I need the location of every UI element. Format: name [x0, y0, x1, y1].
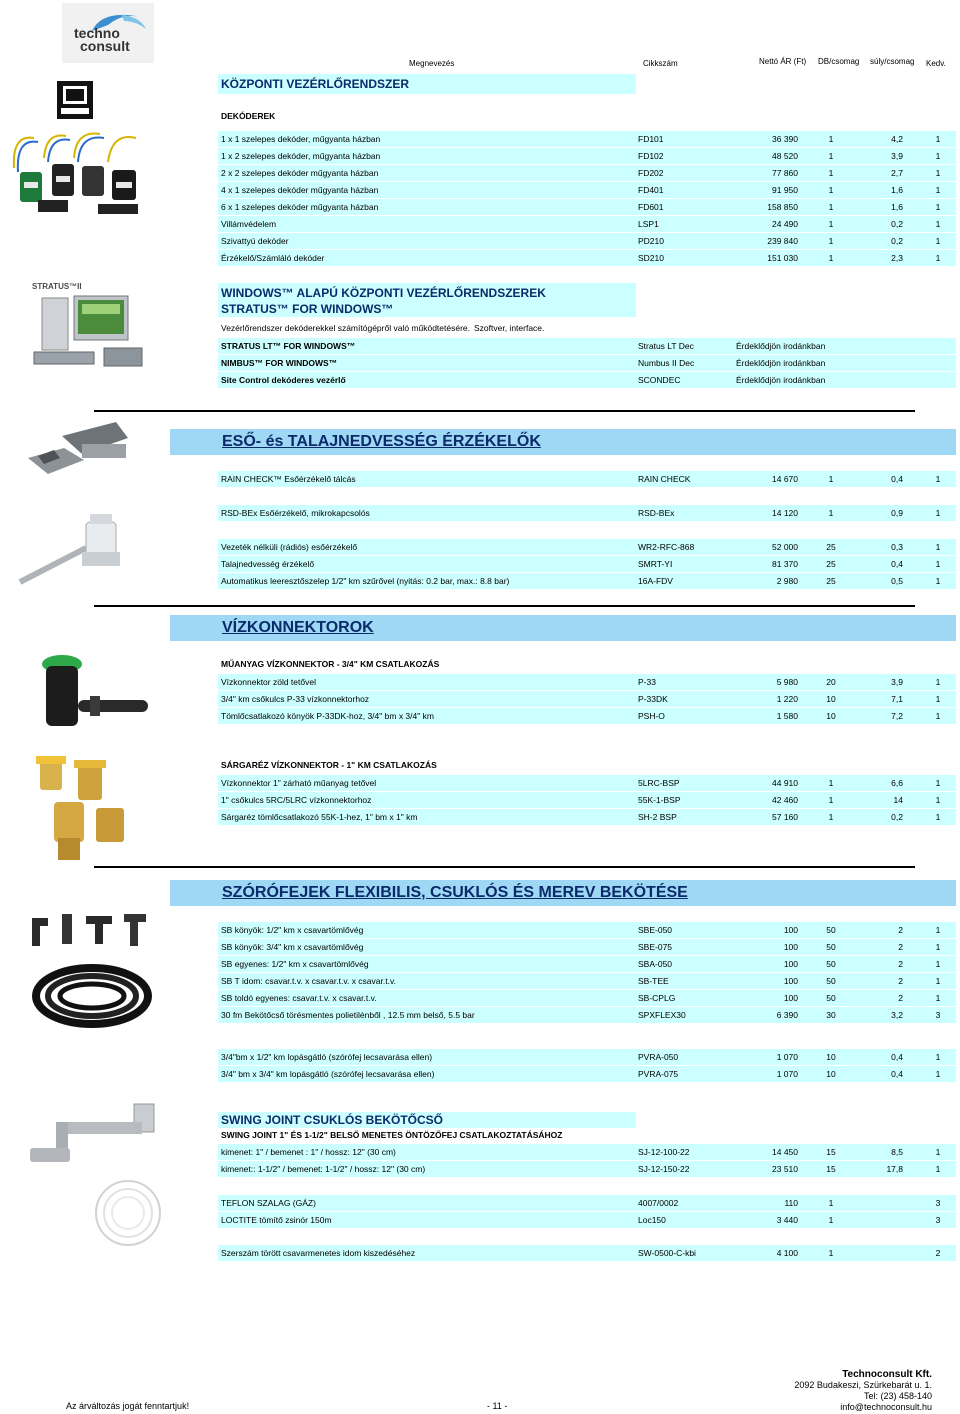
item-code: FD202 — [638, 168, 664, 178]
item-kedv: 3 — [935, 1215, 941, 1225]
item-db: 1 — [828, 219, 834, 229]
item-weight: 2 — [898, 942, 903, 952]
item-db: 50 — [826, 925, 836, 935]
item-info: Érdeklődjön irodánkban — [736, 341, 826, 351]
item-kedv: 1 — [935, 236, 941, 246]
table-row — [218, 922, 956, 938]
item-kedv: 1 — [935, 542, 941, 552]
item-db: 50 — [826, 993, 836, 1003]
table-row — [218, 505, 956, 521]
swing-joint-image — [26, 1100, 158, 1170]
item-db: 1 — [828, 185, 834, 195]
item-weight: 3,9 — [891, 151, 903, 161]
table-row — [218, 809, 956, 825]
description-row — [218, 320, 956, 336]
section-title-water-connectors — [170, 615, 956, 641]
table-row — [218, 1066, 956, 1082]
table-row — [218, 1195, 956, 1211]
item-code: SCONDEC — [638, 375, 681, 385]
footer-disclaimer: Az árváltozás jogát fenntartjuk! — [66, 1401, 190, 1411]
item-weight: 2,7 — [891, 168, 903, 178]
item-price: 36 390 — [772, 134, 798, 144]
item-name: SB könyök: 1/2" km x csavartömlővég — [221, 925, 364, 935]
item-price: 52 000 — [772, 542, 798, 552]
table-row — [218, 573, 956, 589]
footer-tel: Tel: (23) 458-140 — [863, 1391, 932, 1401]
item-price: 100 — [783, 925, 798, 935]
section-title-central-control: KÖZPONTI VEZÉRLŐRENDSZER — [218, 74, 636, 94]
subsection-plastic-connector: MŰANYAG VÍZKONNEKTOR - 3/4" KM CSATLAKOZÁS — [221, 659, 440, 669]
item-name: RAIN CHECK™ Esőérzékelő tálcás — [221, 474, 356, 484]
table-row — [218, 182, 956, 198]
item-weight: 0,4 — [891, 1069, 903, 1079]
footer-page-number: - 11 - — [487, 1401, 508, 1411]
windows-description-2: Szoftver, interface. — [474, 323, 545, 333]
item-code: SBE-050 — [638, 925, 673, 935]
item-code: P-33DK — [638, 694, 668, 704]
windows-description: Vezérlőrendszer dekóderekkel számítógépről való működtetésére. — [221, 323, 470, 333]
subsection-brass-connector: SÁRGARÉZ VÍZKONNEKTOR - 1" KM CSATLAKOZÁS — [221, 760, 437, 770]
item-code: SJ-12-100-22 — [638, 1147, 690, 1157]
item-price: 81 370 — [772, 559, 798, 569]
item-name: Vízkonnektor 1" zárható műanyag tetővel — [221, 778, 377, 788]
item-name: TEFLON SZALAG (GÁZ) — [221, 1198, 316, 1208]
table-row — [218, 556, 956, 572]
item-price: 1 220 — [776, 694, 798, 704]
stratus-label: STRATUS™II — [32, 282, 82, 291]
item-code: 16A-FDV — [638, 576, 673, 586]
item-name: Site Control dekóderes vezérlő — [221, 375, 346, 385]
table-row — [218, 792, 956, 808]
table-row — [218, 775, 956, 791]
table-row — [218, 250, 956, 266]
table-row — [218, 973, 956, 989]
table-row — [218, 539, 956, 555]
stratus-computer-image — [30, 282, 146, 370]
item-code: SMRT-YI — [638, 559, 673, 569]
item-code: SBA-050 — [638, 959, 673, 969]
item-code: P-33 — [638, 677, 656, 687]
item-kedv: 1 — [935, 474, 941, 484]
item-code: SBE-075 — [638, 942, 673, 952]
table-row — [218, 956, 956, 972]
item-weight: 14 — [893, 795, 903, 805]
section-title-rain-sensors — [170, 429, 956, 455]
item-kedv: 1 — [935, 778, 941, 788]
item-code: WR2-RFC-868 — [638, 542, 695, 552]
table-row — [218, 708, 956, 724]
item-name: Talajnedvesség érzékelő — [221, 559, 315, 569]
item-code: SD210 — [638, 253, 664, 263]
item-price: 42 460 — [772, 795, 798, 805]
table-row — [218, 990, 956, 1006]
item-name: kimenet:: 1-1/2" / bemenet: 1-1/2" / hossz: 12" (30 cm) — [221, 1164, 426, 1174]
item-weight: 0,5 — [891, 576, 903, 586]
table-row — [218, 338, 956, 354]
windows-title-line2: STRATUS™ FOR WINDOWS™ — [221, 302, 394, 316]
item-db: 1 — [828, 1215, 834, 1225]
item-code: FD102 — [638, 151, 664, 161]
item-db: 25 — [826, 576, 836, 586]
item-weight: 2 — [898, 925, 903, 935]
logo-text-consult: consult — [80, 38, 130, 54]
item-weight: 1,6 — [891, 185, 903, 195]
item-db: 1 — [828, 168, 834, 178]
item-weight: 3,2 — [891, 1010, 903, 1020]
item-price: 1 580 — [776, 711, 798, 721]
item-code: FD101 — [638, 134, 664, 144]
logo-text-techno: techno — [74, 25, 120, 41]
windows-title-line1: WINDOWS™ ALAPÚ KÖZPONTI VEZÉRLŐRENDSZEREK — [221, 286, 546, 300]
item-db: 10 — [826, 1069, 836, 1079]
item-weight: 2,3 — [891, 253, 903, 263]
item-weight: 0,2 — [891, 812, 903, 822]
item-kedv: 1 — [935, 694, 941, 704]
item-kedv: 1 — [935, 1069, 941, 1079]
item-db: 50 — [826, 959, 836, 969]
item-kedv: 1 — [935, 253, 941, 263]
section-title-swing-joint: SWING JOINT CSUKLÓS BEKÖTŐCSŐ — [218, 1112, 636, 1128]
item-kedv: 1 — [935, 1164, 941, 1174]
table-row — [218, 1212, 956, 1228]
rsd-sensor-image — [16, 512, 126, 592]
table-row — [218, 1049, 956, 1065]
item-name: Szerszám törött csavarmenetes idom kiszedéséhez — [221, 1248, 416, 1258]
footer-company-block — [794, 1369, 932, 1413]
brass-connector-image — [34, 752, 134, 864]
header-kedv: Kedv. — [926, 59, 946, 68]
item-name: SB T idom: csavar.t.v. x csavar.t.v. x csavar.t.v. — [221, 976, 396, 986]
item-kedv: 1 — [935, 812, 941, 822]
item-weight: 6,6 — [891, 778, 903, 788]
table-row — [218, 1007, 956, 1023]
item-weight: 2 — [898, 993, 903, 1003]
rain-check-image — [24, 418, 134, 480]
item-price: 44 910 — [772, 778, 798, 788]
item-kedv: 1 — [935, 202, 941, 212]
item-name: Automatikus leeresztőszelep 1/2" km szűrővel (nyitás: 0.2 bar, max.: 8.8 bar) — [221, 576, 510, 586]
subsection-decoders: DEKÓDEREK — [221, 111, 276, 121]
footer-address: 2092 Budakeszi, Szürkebarát u. 1. — [794, 1380, 932, 1390]
item-kedv: 1 — [935, 795, 941, 805]
item-db: 20 — [826, 677, 836, 687]
item-price: 77 860 — [772, 168, 798, 178]
item-name: 1 x 1 szelepes dekóder, műgyanta házban — [221, 134, 381, 144]
item-kedv: 1 — [935, 1052, 941, 1062]
item-db: 10 — [826, 1052, 836, 1062]
item-price: 100 — [783, 959, 798, 969]
table-row — [218, 216, 956, 232]
item-code: SPXFLEX30 — [638, 1010, 686, 1020]
item-name: 4 x 1 szelepes dekóder műgyanta házban — [221, 185, 379, 195]
item-price: 3 440 — [776, 1215, 798, 1225]
item-kedv: 1 — [935, 1147, 941, 1157]
table-row — [218, 674, 956, 690]
item-kedv: 1 — [935, 219, 941, 229]
table-row — [218, 372, 956, 388]
item-weight: 0,4 — [891, 559, 903, 569]
item-weight: 0,2 — [891, 219, 903, 229]
subsection-swing-joint: SWING JOINT 1" ÉS 1-1/2" BELSŐ MENETES ÖNTÖZŐFEJ CSATLAKOZTATÁSÁHOZ — [221, 1130, 563, 1140]
item-kedv: 1 — [935, 711, 941, 721]
item-db: 1 — [828, 134, 834, 144]
item-weight: 0,2 — [891, 236, 903, 246]
table-row — [218, 1245, 956, 1261]
footer-email[interactable]: info@technoconsult.hu — [840, 1402, 932, 1412]
item-code: SH-2 BSP — [638, 812, 677, 822]
item-db: 10 — [826, 711, 836, 721]
item-kedv: 1 — [935, 576, 941, 586]
header-price: Nettó ÁR (Ft) — [759, 57, 807, 66]
item-weight: 4,2 — [891, 134, 903, 144]
item-name: Villámvédelem — [221, 219, 277, 229]
footer-company: Technoconsult Kft. — [842, 1369, 932, 1380]
table-row — [218, 165, 956, 181]
item-price: 5 980 — [776, 677, 798, 687]
item-name: 3/4"bm x 1/2" km lopásgátló (szórófej lecsavarása ellen) — [221, 1052, 433, 1062]
item-name: Tömlőcsatlakozó könyök P-33DK-hoz, 3/4" bm x 3/4" km — [221, 711, 434, 721]
item-kedv: 1 — [935, 508, 941, 518]
section-title-sprinkler-connections — [170, 880, 956, 906]
item-db: 1 — [828, 253, 834, 263]
computer-icon — [56, 80, 94, 120]
table-row — [218, 148, 956, 164]
item-price: 158 850 — [767, 202, 798, 212]
item-price: 57 160 — [772, 812, 798, 822]
item-name: 1 x 2 szelepes dekóder, műgyanta házban — [221, 151, 381, 161]
item-db: 1 — [828, 151, 834, 161]
table-row — [218, 199, 956, 215]
divider-line — [94, 410, 915, 412]
item-name: RSD-BEx Esőérzékelő, mikrokapcsolós — [221, 508, 370, 518]
item-name: 30 fm Bekötőcső törésmentes polietilénből , 12.5 mm belső, 5.5 bar — [221, 1010, 475, 1020]
item-code: SJ-12-150-22 — [638, 1164, 690, 1174]
water-connectors-title: VÍZKONNEKTOROK — [222, 619, 374, 636]
item-name: 3/4" km csőkulcs P-33 vízkonnektorhoz — [221, 694, 370, 704]
item-weight: 7,2 — [891, 711, 903, 721]
item-db: 1 — [828, 474, 834, 484]
item-db: 30 — [826, 1010, 836, 1020]
header-db: DB/csomag — [818, 57, 860, 66]
item-price: 14 670 — [772, 474, 798, 484]
item-name: kimenet: 1" / bemenet : 1" / hossz: 12" (30 cm) — [221, 1147, 396, 1157]
item-db: 1 — [828, 1248, 834, 1258]
item-price: 14 450 — [772, 1147, 798, 1157]
item-code: 4007/0002 — [638, 1198, 679, 1208]
item-kedv: 1 — [935, 559, 941, 569]
table-row — [218, 1161, 956, 1177]
item-code: SB-TEE — [638, 976, 669, 986]
item-db: 50 — [826, 942, 836, 952]
item-weight: 8,5 — [891, 1147, 903, 1157]
item-code: PVRA-050 — [638, 1052, 679, 1062]
item-price: 2 980 — [776, 576, 798, 586]
plastic-connector-image — [36, 654, 156, 744]
item-kedv: 1 — [935, 959, 941, 969]
table-row — [218, 233, 956, 249]
item-db: 25 — [826, 542, 836, 552]
item-name: SB könyök: 3/4" km x csavartömlővég — [221, 942, 364, 952]
company-logo — [62, 3, 154, 63]
sb-fittings-image — [28, 910, 158, 950]
item-weight: 0,9 — [891, 508, 903, 518]
item-price: 100 — [783, 942, 798, 952]
header-name: Megnevezés — [409, 59, 455, 68]
item-kedv: 1 — [935, 942, 941, 952]
item-weight: 1,6 — [891, 202, 903, 212]
item-kedv: 1 — [935, 677, 941, 687]
item-code: SW-0500-C-kbi — [638, 1248, 696, 1258]
item-db: 50 — [826, 976, 836, 986]
sprinkler-connections-title: SZÓRÓFEJEK FLEXIBILIS, CSUKLÓS ÉS MEREV BEKÖTÉSE — [222, 884, 688, 901]
item-kedv: 3 — [935, 1198, 941, 1208]
header-code: Cikkszám — [643, 59, 678, 68]
item-code: 55K-1-BSP — [638, 795, 681, 805]
item-kedv: 1 — [935, 925, 941, 935]
divider-line — [94, 605, 915, 607]
item-code: Numbus II Dec — [638, 358, 695, 368]
flex-pipe-image — [28, 960, 158, 1034]
item-code: FD601 — [638, 202, 664, 212]
item-code: FD401 — [638, 185, 664, 195]
header-weight: súly/csomag — [870, 57, 915, 66]
item-db: 1 — [828, 202, 834, 212]
item-name: SB egyenes: 1/2" km x csavartömlővég — [221, 959, 369, 969]
item-weight: 7,1 — [891, 694, 903, 704]
item-db: 1 — [828, 778, 834, 788]
item-name: STRATUS LT™ FOR WINDOWS™ — [221, 341, 356, 351]
item-kedv: 1 — [935, 151, 941, 161]
item-price: 4 100 — [776, 1248, 798, 1258]
item-price: 23 510 — [772, 1164, 798, 1174]
table-row — [218, 939, 956, 955]
item-info: Érdeklődjön irodánkban — [736, 358, 826, 368]
table-row — [218, 355, 956, 371]
item-db: 25 — [826, 559, 836, 569]
item-price: 151 030 — [767, 253, 798, 263]
item-kedv: 1 — [935, 185, 941, 195]
item-code: PSH-O — [638, 711, 665, 721]
item-kedv: 2 — [935, 1248, 941, 1258]
item-code: Loc150 — [638, 1215, 666, 1225]
item-code: SB-CPLG — [638, 993, 676, 1003]
item-name: SB toldó egyenes: csavar.t.v. x csavar.t.v. — [221, 993, 377, 1003]
item-weight: 0,3 — [891, 542, 903, 552]
item-price: 48 520 — [772, 151, 798, 161]
table-row — [218, 1144, 956, 1160]
table-row — [218, 471, 956, 487]
item-db: 15 — [826, 1147, 836, 1157]
item-code: RAIN CHECK — [638, 474, 691, 484]
item-price: 14 120 — [772, 508, 798, 518]
item-weight: 2 — [898, 976, 903, 986]
item-weight: 3,9 — [891, 677, 903, 687]
teflon-tape-image — [90, 1178, 166, 1248]
divider-line — [94, 866, 915, 868]
item-name: Vezeték nélküli (rádiós) esőérzékelő — [221, 542, 358, 552]
item-name: LOCTITE tömítő zsinór 150m — [221, 1215, 332, 1225]
item-name: Sárgaréz tömlőcsatlakozó 55K-1-hez, 1" bm x 1" km — [221, 812, 418, 822]
section-title-windows-systems — [218, 283, 636, 317]
item-price: 24 490 — [772, 219, 798, 229]
item-price: 6 390 — [776, 1010, 798, 1020]
table-row — [218, 691, 956, 707]
item-code: Stratus LT Dec — [638, 341, 694, 351]
item-name: 2 x 2 szelepes dekóder műgyanta házban — [221, 168, 379, 178]
item-name: Szivattyú dekóder — [221, 236, 289, 246]
item-code: 5LRC-BSP — [638, 778, 680, 788]
item-code: PVRA-075 — [638, 1069, 679, 1079]
decoders-image — [8, 128, 158, 218]
item-db: 1 — [828, 508, 834, 518]
item-db: 1 — [828, 236, 834, 246]
item-db: 1 — [828, 812, 834, 822]
item-code: PD210 — [638, 236, 664, 246]
item-kedv: 1 — [935, 993, 941, 1003]
item-info: Érdeklődjön irodánkban — [736, 375, 826, 385]
item-price: 1 070 — [776, 1052, 798, 1062]
item-weight: 0,4 — [891, 474, 903, 484]
item-name: Vízkonnektor zöld tetővel — [221, 677, 316, 687]
item-db: 10 — [826, 694, 836, 704]
item-price: 1 070 — [776, 1069, 798, 1079]
rain-sensors-title: ESŐ- és TALAJNEDVESSÉG ÉRZÉKELŐK — [222, 433, 541, 450]
table-row — [218, 131, 956, 147]
item-db: 15 — [826, 1164, 836, 1174]
item-weight: 17,8 — [886, 1164, 903, 1174]
item-db: 1 — [828, 1198, 834, 1208]
item-code: LSP1 — [638, 219, 659, 229]
item-name: 6 x 1 szelepes dekóder műgyanta házban — [221, 202, 379, 212]
item-price: 100 — [783, 976, 798, 986]
item-name: Érzékelő/Számláló dekóder — [221, 253, 325, 263]
item-price: 110 — [784, 1198, 798, 1208]
item-price: 100 — [783, 993, 798, 1003]
item-price: 239 840 — [767, 236, 798, 246]
item-price: 91 950 — [772, 185, 798, 195]
item-name: 3/4" bm x 3/4" km lopásgátló (szórófej lecsavarása ellen) — [221, 1069, 435, 1079]
item-kedv: 3 — [935, 1010, 941, 1020]
item-weight: 2 — [898, 959, 903, 969]
item-name: 1" csőkulcs 5RC/5LRC vízkonnektorhoz — [221, 795, 372, 805]
item-kedv: 1 — [935, 976, 941, 986]
item-db: 1 — [828, 795, 834, 805]
item-weight: 0,4 — [891, 1052, 903, 1062]
item-name: NIMBUS™ FOR WINDOWS™ — [221, 358, 338, 368]
item-kedv: 1 — [935, 134, 941, 144]
item-kedv: 1 — [935, 168, 941, 178]
item-code: RSD-BEx — [638, 508, 675, 518]
